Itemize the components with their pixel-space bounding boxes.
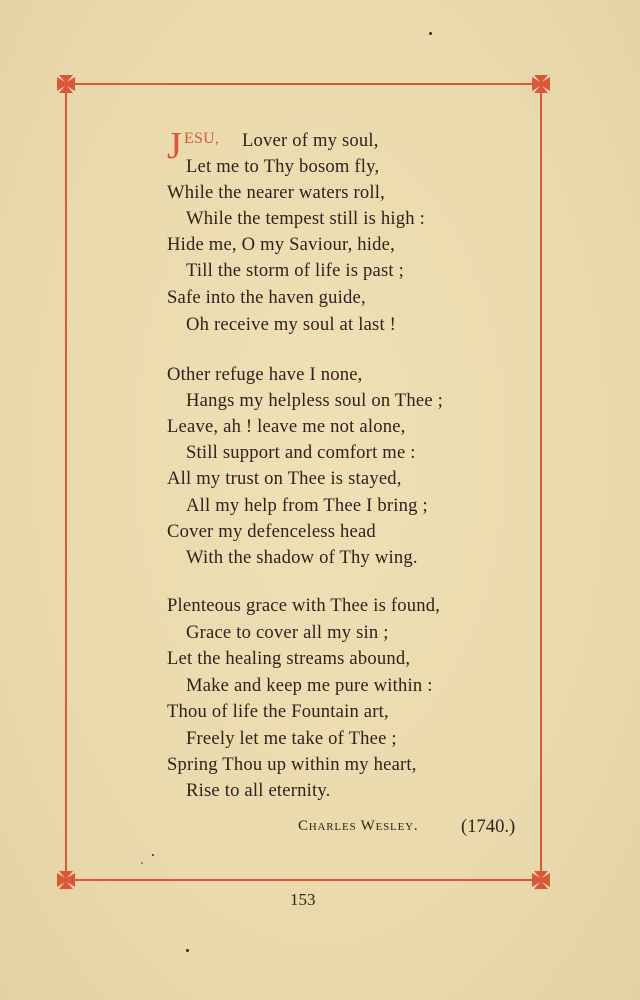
frame-left-line — [65, 84, 67, 880]
poem-line: Cover my defenceless head — [167, 521, 376, 542]
cross-pattee-icon — [531, 870, 551, 890]
frame-right-line — [540, 84, 542, 880]
poem-line: Leave, ah ! leave me not alone, — [167, 416, 406, 437]
scan-speck — [152, 854, 154, 856]
cross-pattee-icon — [56, 74, 76, 94]
poem-line: Safe into the haven guide, — [167, 287, 366, 308]
scan-speck — [141, 862, 143, 864]
poem-line: All my trust on Thee is stayed, — [167, 468, 402, 489]
poem-line: Oh receive my soul at last ! — [186, 314, 397, 335]
poem-line: Spring Thou up within my heart, — [167, 754, 417, 775]
poem-line: Rise to all eternity. — [186, 780, 331, 801]
poem-line: Hide me, O my Saviour, hide, — [167, 234, 395, 255]
cross-pattee-icon — [56, 870, 76, 890]
scan-speck — [429, 32, 432, 35]
poem-line: Freely let me take of Thee ; — [186, 728, 397, 749]
poem-line: All my help from Thee I bring ; — [186, 495, 428, 516]
poem-line: Hangs my helpless soul on Thee ; — [186, 390, 444, 411]
poem-line: Till the storm of life is past ; — [186, 260, 404, 281]
poem-line: Plenteous grace with Thee is found, — [167, 595, 441, 616]
drop-cap: J — [167, 125, 182, 167]
cross-pattee-icon — [531, 74, 551, 94]
first-line-rest: Lover of my soul, — [242, 130, 379, 151]
poem-line: Other refuge have I none, — [167, 364, 363, 385]
scan-speck — [186, 949, 189, 952]
year: (1740.) — [461, 816, 516, 837]
poem-line: Let the healing streams abound, — [167, 648, 411, 669]
poem-line: Let me to Thy bosom fly, — [186, 156, 380, 177]
poem-line: Make and keep me pure within : — [186, 675, 433, 696]
first-word-caps: ESU, — [184, 130, 220, 147]
frame-bottom-line — [66, 879, 542, 881]
poem-line: With the shadow of Thy wing. — [186, 547, 418, 568]
page-number: 153 — [290, 890, 316, 909]
poem-line: Grace to cover all my sin ; — [186, 622, 389, 643]
poem-line: While the tempest still is high : — [186, 208, 425, 229]
poem-line: While the nearer waters roll, — [167, 182, 385, 203]
poem-line: Still support and comfort me : — [186, 442, 416, 463]
author-attribution: Charles Wesley. — [298, 818, 419, 834]
poem-line: Thou of life the Fountain art, — [167, 701, 389, 722]
frame-top-line — [66, 83, 541, 85]
